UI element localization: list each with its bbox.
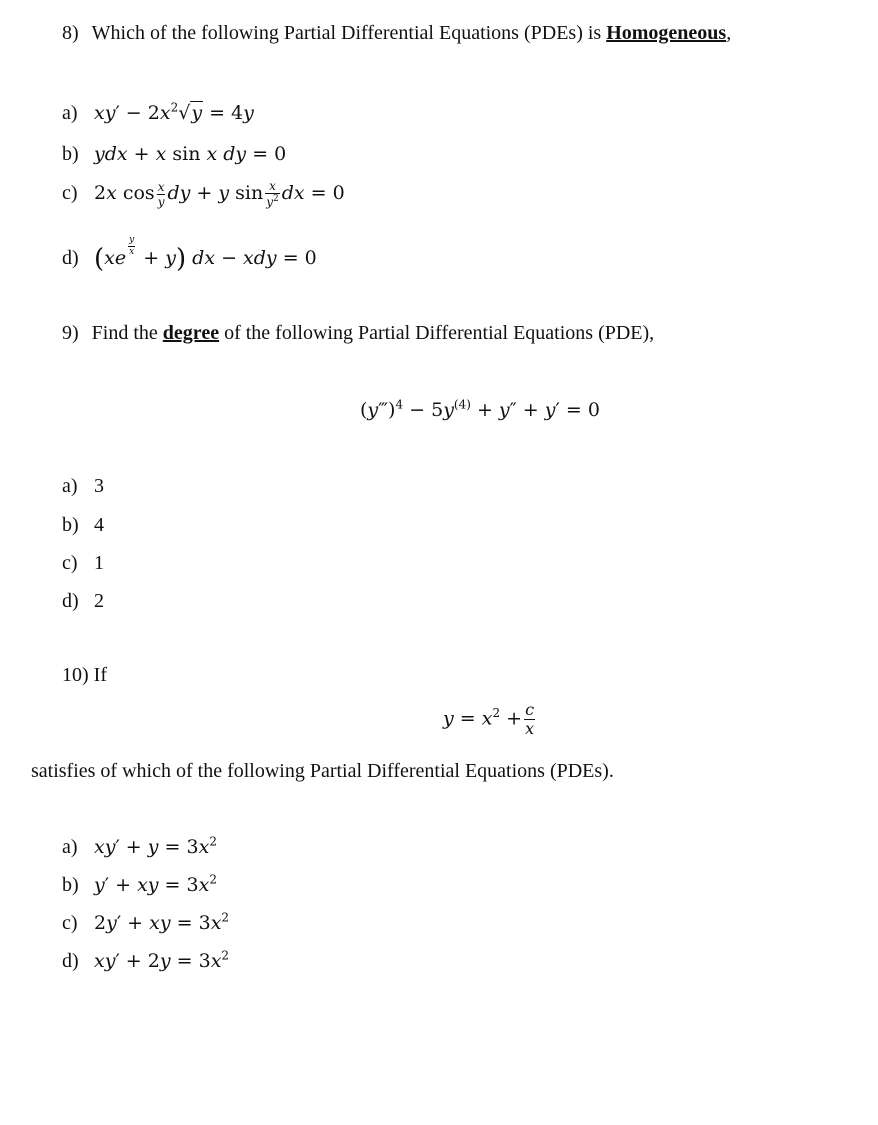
option-label: c) [62,552,78,574]
question-10-equation: $y = x^2$ + $\frac{c}{x}$ [443,700,535,738]
question-8-option-b [62,143,286,166]
option-value: 4 [94,514,104,536]
question-9-text-after: of the following Partial Differential Equations (PDE), [224,322,655,344]
question-10-text-after: satisfies of which of the following Partial Differential Equations (PDEs). [31,760,614,782]
question-10-option-c [62,912,229,935]
question-8-option-a [62,102,254,125]
option-label: b) [62,514,79,536]
equation: ydx + x sin x dy = 0 [94,143,287,165]
question-10-number: 10) [62,664,89,686]
question-8-number: 8) [62,22,79,44]
option-label: d) [62,590,79,612]
equation: y′ + xy = $3x^2$ [94,872,217,896]
equation: 2y′ + xy = $3x^2$ [94,910,230,934]
option-label: b) [62,874,79,896]
question-8-option-d [62,236,317,274]
question-8-text-after: , [726,22,732,44]
question-9-option-a [62,475,104,498]
question-10-option-d [62,950,229,973]
question-10-option-b [62,874,217,897]
question-8-keyword: Homogeneous [606,22,727,44]
equation: $xy' - 2x^2√y = 4y$ [94,100,254,124]
question-9-keyword: degree [162,322,220,344]
question-8-option-c [62,180,345,208]
question-9-option-d [62,590,104,613]
question-9-option-b [62,514,104,537]
question-8-text: Which of the following Partial Differential Equations (PDEs) is [91,22,602,44]
option-label: b) [62,143,79,165]
question-9-number: 9) [62,322,79,344]
question-9-text: Find the [91,322,158,344]
option-value: 2 [94,590,104,612]
question-10-option-a [62,836,217,859]
option-label: d) [62,247,79,269]
equation: (xe $\frac{y}{x}$ + y) dx − xdy = 0 [94,235,317,274]
equation: $xy' + 2y = 3x^2$ [94,948,230,972]
question-10-heading [62,664,107,687]
option-value: 3 [94,475,104,497]
question-8-heading [62,22,731,45]
equation: 2x cos $\frac{x}{y}$ dy + y sin $\frac{x}{y^2}$ dx = 0 [94,179,345,209]
option-label: c) [62,182,78,204]
option-label: d) [62,950,79,972]
option-label: a) [62,475,78,497]
equation: $xy' + y = 3x^2$ [94,834,217,858]
question-10-text: If [93,664,107,686]
option-value: 1 [94,552,104,574]
option-label: a) [62,102,78,124]
option-label: a) [62,836,78,858]
option-label: c) [62,912,78,934]
question-9-heading [62,322,654,345]
question-9-option-c [62,552,104,575]
question-9-equation: (y‴)$^4$ − $5y^{(4)} + y'' + y' = 0$ [360,397,600,421]
